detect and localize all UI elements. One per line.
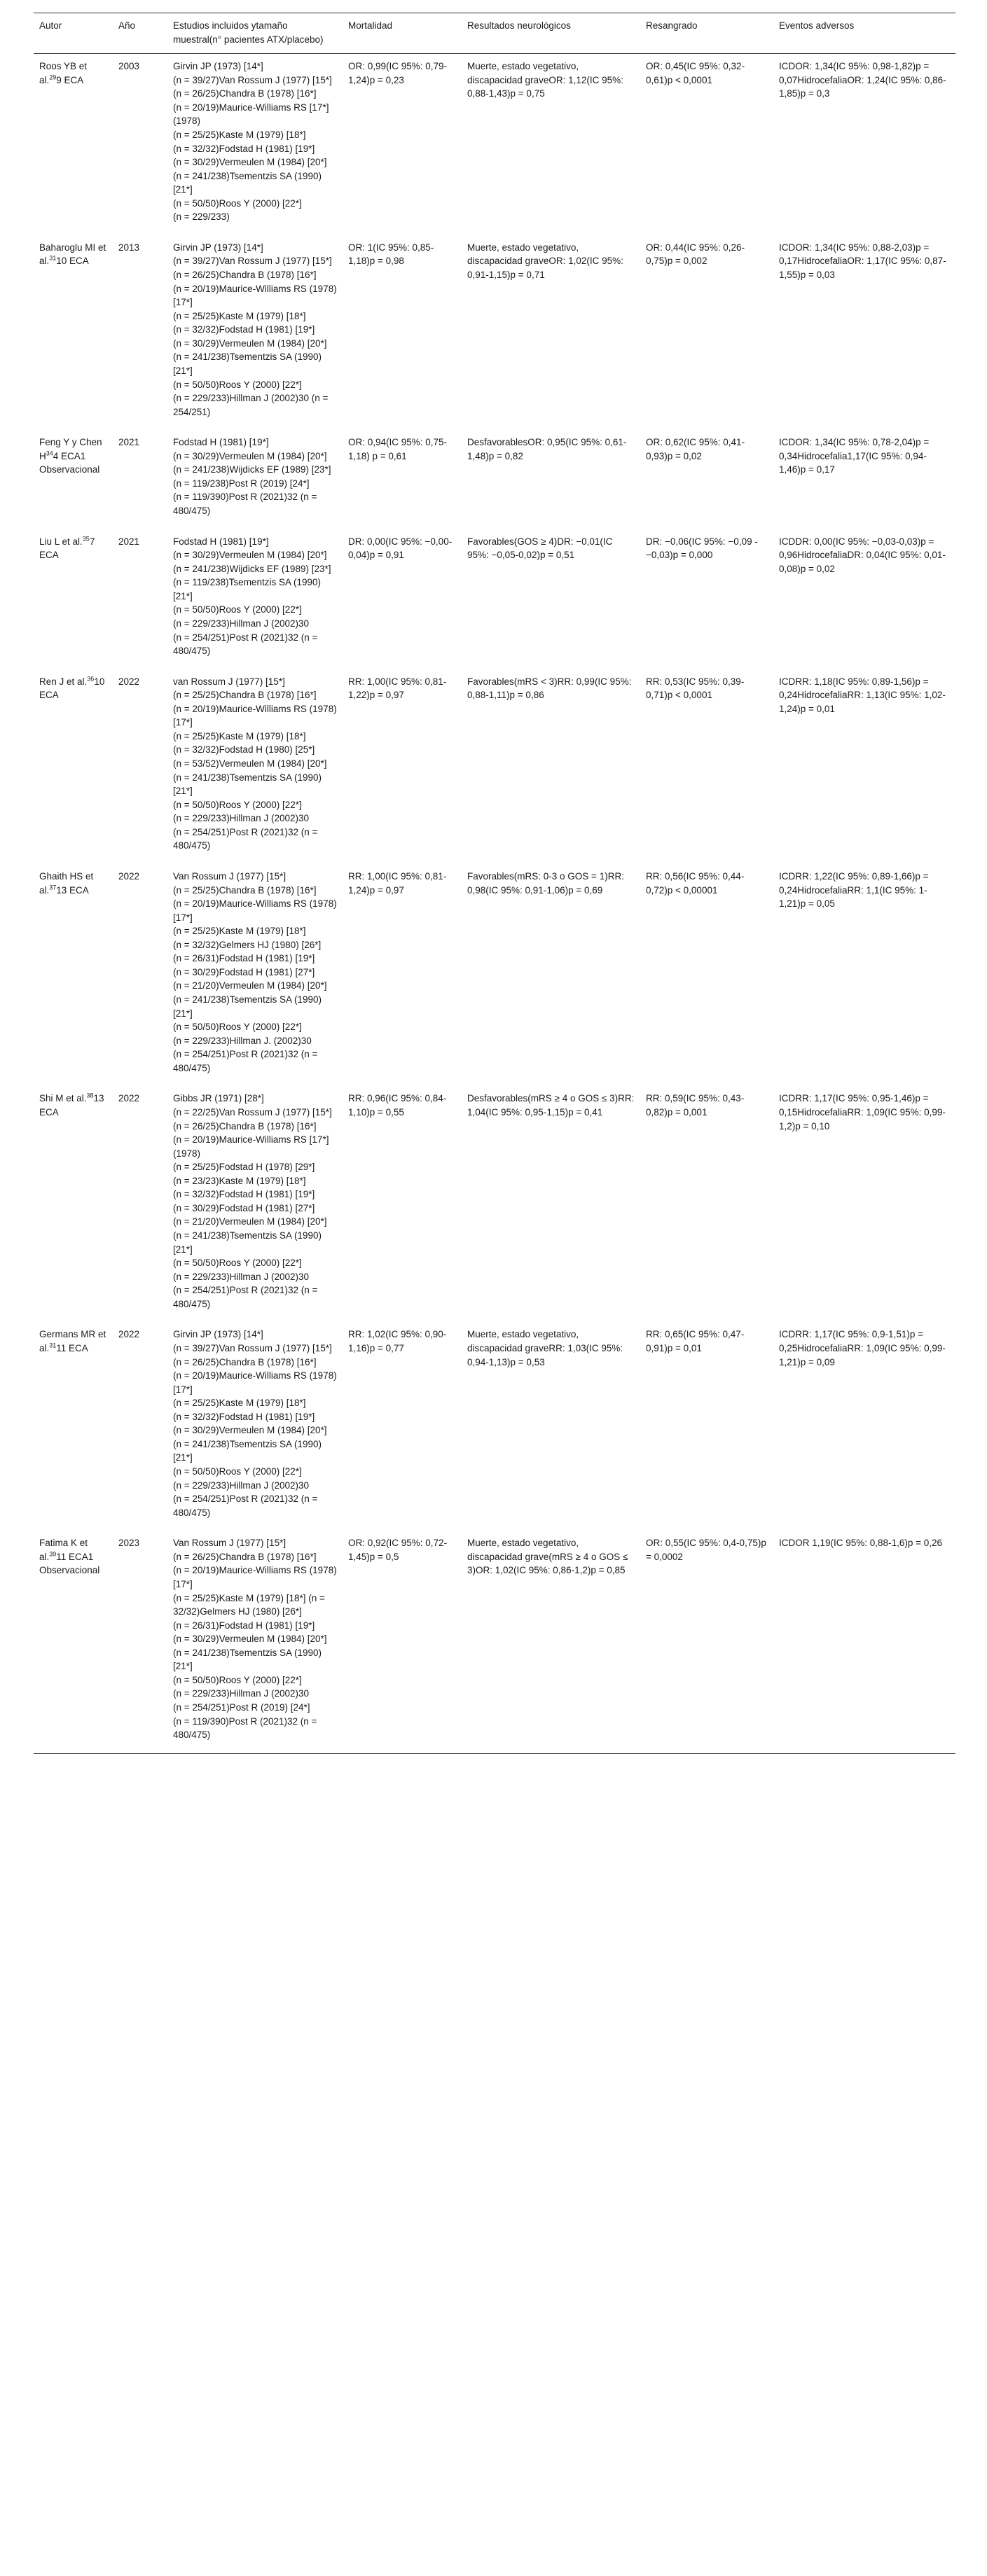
study-entry: (n = 20/19)Maurice-Williams RS (1978) [17*] — [173, 1565, 337, 1589]
header-studies: Estudios incluidos ytamaño muestral(n° pacientes ATX/placebo) — [167, 13, 343, 54]
study-entry: (n = 254/251)Post R (2021)32 (n = 480/475) — [173, 1285, 318, 1309]
author-design: 10 ECA — [56, 256, 89, 267]
study-entry: (n = 25/25)Chandra B (1978) [16*] — [173, 884, 317, 896]
study-entry: (n = 26/25)Chandra B (1978) [16*] — [173, 88, 317, 99]
adverse-events-cell: ICDDR: 0,00(IC 95%: −0,03-0,03)p = 0,96HidrocefaliaDR: 0,04(IC 95%: 0,01-0,08)p = 0,02 — [779, 536, 946, 574]
study-entry: (n = 50/50)Roos Y (2000) [22*] — [173, 604, 302, 615]
author-cell — [34, 54, 113, 235]
study-entry: (n = 254/251)Post R (2019) [24*] — [173, 1702, 310, 1713]
table-row — [34, 529, 955, 669]
study-entry: (n = 25/25)Kaste M (1979) [18*] — [173, 926, 306, 937]
study-entry: (n = 119/238)Tsementzis SA (1990) [21*] — [173, 577, 321, 601]
study-entry: (n = 229/233)Hillman J (2002)30 — [173, 1271, 309, 1282]
study-entry: (n = 23/23)Kaste M (1979) [18*] — [173, 1175, 306, 1186]
author-cell — [34, 430, 113, 529]
header-adverse: Eventos adversos — [773, 13, 955, 54]
author-design: 11 ECA1 Observacional — [39, 1551, 100, 1576]
study-entry: (n = 53/52)Vermeulen M (1984) [20*] — [173, 758, 327, 769]
study-entry: (n = 26/25)Chandra B (1978) [16*] — [173, 1120, 317, 1132]
rebleeding-cell: OR: 0,45(IC 95%: 0,32-0,61)p < 0,0001 — [646, 61, 745, 85]
study-entry: (n = 25/25)Fodstad H (1978) [29*] — [173, 1162, 315, 1173]
year-cell: 2022 — [118, 676, 140, 687]
study-entry: (n = 26/25)Chandra B (1978) [16*] — [173, 270, 317, 280]
study-entry: Fodstad H (1981) [19*] — [173, 437, 269, 448]
table-row — [34, 864, 955, 1086]
studies-cell — [167, 864, 343, 1086]
study-entry: (n = 50/50)Roos Y (2000) [22*] — [173, 1022, 302, 1033]
header-mortality: Mortalidad — [343, 13, 462, 54]
study-entry: Van Rossum J (1977) [15*] — [173, 870, 287, 882]
author-design: 4 ECA1 Observacional — [39, 450, 100, 475]
neuro-outcome-cell: Muerte, estado vegetativo, discapacidad graveOR: 1,12(IC 95%: 0,88-1,43)p = 0,75 — [467, 61, 623, 99]
rebleeding-cell: RR: 0,53(IC 95%: 0,39-0,71)p < 0,0001 — [646, 676, 745, 701]
year-cell: 2021 — [118, 536, 140, 547]
year-cell: 2022 — [118, 1093, 140, 1104]
study-entry: (n = 229/233) — [173, 211, 230, 223]
neuro-outcome-cell: Desfavorables(mRS ≥ 4 o GOS ≤ 3)RR: 1,04(IC 95%: 0,95-1,15)p = 0,41 — [467, 1093, 635, 1118]
author-reference: 35 — [82, 535, 90, 543]
author-reference: 39 — [49, 1550, 57, 1558]
studies-cell — [167, 430, 343, 529]
rebleeding-cell: OR: 0,44(IC 95%: 0,26-0,75)p = 0,002 — [646, 242, 745, 267]
table-row — [34, 1086, 955, 1322]
author-cell — [34, 235, 113, 430]
study-entry: (n = 39/27)Van Rossum J (1977) [15*] — [173, 74, 332, 85]
studies-cell — [167, 1531, 343, 1753]
study-entry: (n = 119/238)Post R (2019) [24*] — [173, 478, 310, 489]
study-entry: (n = 50/50)Roos Y (2000) [22*] — [173, 197, 302, 209]
study-entry: (n = 241/238)Tsementzis SA (1990) [21*] — [173, 1230, 322, 1255]
rebleeding-cell: OR: 0,62(IC 95%: 0,41-0,93)p = 0,02 — [646, 437, 745, 461]
study-entry: (n = 254/251)Post R (2021)32 (n = 480/475) — [173, 826, 318, 851]
studies-cell — [167, 1086, 343, 1322]
author-design: 11 ECA — [56, 1342, 88, 1353]
study-entry: (n = 241/238)Wijdicks EF (1989) [23*] — [173, 563, 331, 574]
study-entry: (n = 229/233)Hillman J (2002)30 — [173, 1688, 309, 1699]
study-entry: (n = 229/233)Hillman J. (2002)30 — [173, 1035, 312, 1046]
neuro-outcome-cell: DesfavorablesOR: 0,95(IC 95%: 0,61-1,48)p = 0,82 — [467, 437, 627, 461]
header-author: Autor — [34, 13, 113, 54]
author-reference: 38 — [86, 1092, 94, 1099]
study-entry: (n = 241/238)Tsementzis SA (1990) [21*] — [173, 170, 322, 195]
study-entry: Fodstad H (1981) [19*] — [173, 536, 269, 547]
table-row — [34, 669, 955, 864]
study-entry: Gibbs JR (1971) [28*] — [173, 1093, 264, 1104]
study-entry: (n = 26/25)Chandra B (1978) [16*] — [173, 1551, 317, 1562]
study-entry: (n = 20/19)Maurice-Williams RS [17*] (1978) — [173, 102, 329, 127]
author-cell — [34, 669, 113, 864]
author-name: Liu L et al. — [39, 536, 83, 547]
neuro-outcome-cell: Muerte, estado vegetativo, discapacidad grave(mRS ≥ 4 o GOS ≤ 3)OR: 1,02(IC 95%: 0,86-1,2)p = 0,85 — [462, 1531, 640, 1753]
author-design: 10 ECA — [39, 676, 105, 701]
table-row — [34, 235, 955, 430]
mortality-cell: RR: 0,96(IC 95%: 0,84-1,10)p = 0,55 — [348, 1093, 447, 1118]
author-reference: 31 — [49, 1342, 57, 1349]
header-neuro: Resultados neurológicos — [462, 13, 640, 54]
header-year: Año — [113, 13, 167, 54]
header-rebleeding: Resangrado — [640, 13, 773, 54]
study-entry: (n = 26/31)Fodstad H (1981) [19*] — [173, 953, 315, 964]
study-entry: (n = 229/233)Hillman J (2002)30 — [173, 1480, 309, 1491]
year-cell: 2023 — [113, 1531, 167, 1753]
study-entry: (n = 20/19)Maurice-Williams RS [17*] (1978) — [173, 1134, 329, 1159]
author-design: 13 ECA — [39, 1093, 104, 1118]
studies-cell — [167, 669, 343, 864]
mortality-cell: RR: 1,00(IC 95%: 0,81-1,22)p = 0,97 — [348, 676, 447, 701]
table-row — [34, 54, 955, 235]
studies-cell — [167, 54, 343, 235]
neuro-outcome-cell: Favorables(mRS < 3)RR: 0,99(IC 95%: 0,88-1,11)p = 0,86 — [467, 676, 632, 701]
adverse-events-cell: ICDOR 1,19(IC 95%: 0,88-1,6)p = 0,26 — [773, 1531, 955, 1753]
study-entry: (n = 254/251)Post R (2021)32 (n = 480/475) — [173, 632, 318, 657]
study-entry: (n = 32/32)Fodstad H (1981) [19*] — [173, 1189, 315, 1200]
study-entry: (n = 119/390)Post R (2021)32 (n = 480/475) — [173, 492, 317, 516]
study-entry: Van Rossum J (1977) [15*] — [173, 1538, 287, 1549]
study-entry: Girvin JP (1973) [14*] — [173, 1329, 263, 1340]
neuro-outcome-cell: Muerte, estado vegetativo, discapacidad graveRR: 1,03(IC 95%: 0,94-1,13)p = 0,53 — [467, 1329, 623, 1367]
author-name: Ren J et al. — [39, 676, 88, 687]
year-cell: 2013 — [118, 242, 140, 253]
study-entry: (n = 241/238)Tsementzis SA (1990) [21*] — [173, 1647, 322, 1672]
adverse-events-cell: ICDRR: 1,18(IC 95%: 0,89-1,56)p = 0,24HidrocefaliaRR: 1,13(IC 95%: 1,02-1,24)p = 0,01 — [779, 676, 946, 714]
mortality-cell: OR: 0,99(IC 95%: 0,79-1,24)p = 0,23 — [348, 61, 448, 85]
rebleeding-cell: RR: 0,56(IC 95%: 0,44-0,72)p < 0,00001 — [646, 870, 745, 896]
study-entry: Girvin JP (1973) [14*] — [173, 61, 263, 72]
mortality-cell: OR: 1(IC 95%: 0,85-1,18)p = 0,98 — [348, 242, 434, 267]
author-name: Roos YB et al. — [39, 61, 88, 85]
study-entry: (n = 22/25)Van Rossum J (1977) [15*] — [173, 1106, 332, 1118]
table-row — [34, 1531, 955, 1753]
adverse-events-cell: ICDOR: 1,34(IC 95%: 0,88-2,03)p = 0,17HidrocefaliaOR: 1,17(IC 95%: 0,87-1,55)p = 0,03 — [779, 242, 946, 280]
study-entry: (n = 229/233)Hillman J (2002)30 — [173, 618, 309, 629]
study-entry: (n = 32/32)Gelmers HJ (1980) [26*] — [173, 939, 322, 950]
study-entry: (n = 26/25)Chandra B (1978) [16*] — [173, 1356, 317, 1367]
year-cell: 2021 — [118, 437, 140, 448]
mortality-cell: RR: 1,02(IC 95%: 0,90-1,16)p = 0,77 — [348, 1329, 447, 1353]
author-name: Baharoglu MI et al. — [39, 242, 106, 267]
study-entry: (n = 229/233)Hillman J (2002)30 — [173, 813, 309, 824]
study-entry: (n = 254/251)Post R (2021)32 (n = 480/475) — [173, 1494, 318, 1518]
study-entry: (n = 25/25)Kaste M (1979) [18*] — [173, 310, 306, 321]
study-entry: (n = 25/25)Kaste M (1979) [18*] — [173, 129, 306, 140]
study-entry: (n = 20/19)Maurice-Williams RS (1978) [17*] — [173, 898, 337, 923]
study-entry: (n = 241/238)Tsementzis SA (1990) [21*] — [173, 351, 322, 376]
study-entry: (n = 30/29)Vermeulen M (1984) [20*] — [173, 550, 327, 561]
rebleeding-cell: RR: 0,59(IC 95%: 0,43-0,82)p = 0,001 — [646, 1093, 745, 1118]
study-entry: (n = 25/25)Kaste M (1979) [18*] — [173, 1398, 306, 1409]
study-entry: (n = 20/19)Maurice-Williams RS (1978) [17*] — [173, 1370, 337, 1395]
study-entry: (n = 32/32)Fodstad H (1980) [25*] — [173, 744, 315, 756]
meta-analysis-table — [34, 13, 955, 1754]
adverse-events-cell: ICDRR: 1,22(IC 95%: 0,89-1,66)p = 0,24HidrocefaliaRR: 1,1(IC 95%: 1-1,21)p = 0,05 — [779, 870, 929, 910]
study-entry: (n = 50/50)Roos Y (2000) [22*] — [173, 1674, 302, 1685]
author-design: 13 ECA — [56, 884, 89, 896]
study-entry: (n = 32/32)Fodstad H (1981) [19*] — [173, 1411, 315, 1422]
mortality-cell: OR: 0,94(IC 95%: 0,75-1,18) p = 0,61 — [348, 437, 448, 461]
studies-cell — [167, 529, 343, 669]
study-entry: Girvin JP (1973) [14*] — [173, 242, 263, 253]
study-entry: (n = 25/25)Kaste M (1979) [18*] (n = 32/32)Gelmers HJ (1980) [26*] — [173, 1592, 325, 1617]
author-reference: 34 — [46, 450, 53, 457]
header-row — [34, 13, 955, 54]
study-entry: (n = 26/31)Fodstad H (1981) [19*] — [173, 1620, 315, 1631]
author-reference: 36 — [87, 675, 95, 683]
study-entry: (n = 50/50)Roos Y (2000) [22*] — [173, 799, 302, 810]
study-entry: (n = 39/27)Van Rossum J (1977) [15*] — [173, 1342, 332, 1353]
neuro-outcome-cell: Favorables(GOS ≥ 4)DR: −0,01(IC 95%: −0,05-0,02)p = 0,51 — [467, 536, 613, 561]
author-name: Fatima K et al. — [39, 1538, 88, 1562]
author-cell — [34, 1086, 113, 1322]
author-name: Germans MR et al. — [39, 1329, 106, 1353]
study-entry: (n = 241/238)Tsementzis SA (1990) [21*] — [173, 1438, 322, 1463]
author-reference: 31 — [49, 254, 57, 262]
study-entry: (n = 50/50)Roos Y (2000) [22*] — [173, 379, 302, 390]
rebleeding-cell: OR: 0,55(IC 95%: 0,4-0,75)p = 0,0002 — [640, 1531, 773, 1753]
author-cell — [34, 529, 113, 669]
adverse-events-cell: ICDRR: 1,17(IC 95%: 0,95-1,46)p = 0,15HidrocefaliaRR: 1,09(IC 95%: 0,99-1,2)p = 0,10 — [779, 1093, 946, 1132]
study-entry: (n = 30/29)Vermeulen M (1984) [20*] — [173, 337, 327, 349]
adverse-events-cell: ICDRR: 1,17(IC 95%: 0,9-1,51)p = 0,25HidrocefaliaRR: 1,09(IC 95%: 0,99-1,21)p = 0,09 — [779, 1329, 946, 1367]
neuro-outcome-cell: Favorables(mRS: 0-3 o GOS = 1)RR: 0,98(IC 95%: 0,91-1,06)p = 0,69 — [467, 870, 624, 896]
author-reference: 37 — [49, 884, 57, 891]
study-entry: (n = 25/25)Chandra B (1978) [16*] — [173, 690, 317, 701]
study-entry: (n = 39/27)Van Rossum J (1977) [15*] — [173, 256, 332, 267]
study-entry: (n = 241/238)Tsementzis SA (1990) [21*] — [173, 772, 322, 797]
author-design: 9 ECA — [56, 74, 84, 85]
study-entry: (n = 21/20)Vermeulen M (1984) [20*] — [173, 980, 327, 991]
year-cell: 2003 — [118, 61, 140, 72]
study-entry: (n = 32/32)Fodstad H (1981) [19*] — [173, 143, 315, 154]
neuro-outcome-cell: Muerte, estado vegetativo, discapacidad graveOR: 1,02(IC 95%: 0,91-1,15)p = 0,71 — [467, 242, 623, 280]
study-entry: van Rossum J (1977) [15*] — [173, 676, 285, 687]
study-entry: (n = 32/32)Fodstad H (1981) [19*] — [173, 324, 315, 335]
study-entry: (n = 30/29)Vermeulen M (1984) [20*] — [173, 1634, 327, 1645]
study-entry: (n = 20/19)Maurice-Williams RS (1978) [17*] — [173, 283, 337, 308]
study-entry: (n = 30/29)Fodstad H (1981) [27*] — [173, 1202, 315, 1213]
study-entry: (n = 50/50)Roos Y (2000) [22*] — [173, 1466, 302, 1477]
mortality-cell: OR: 0,92(IC 95%: 0,72-1,45)p = 0,5 — [343, 1531, 462, 1753]
author-cell — [34, 864, 113, 1086]
study-entry: (n = 241/238)Wijdicks EF (1989) [23*] — [173, 464, 331, 475]
author-cell — [34, 1322, 113, 1531]
study-entry: (n = 30/29)Vermeulen M (1984) [20*] — [173, 157, 327, 168]
year-cell: 2022 — [118, 870, 140, 882]
table-body — [34, 54, 955, 1754]
study-entry: (n = 119/390)Post R (2021)32 (n = 480/475) — [173, 1715, 317, 1741]
mortality-cell: DR: 0,00(IC 95%: −0,00-0,04)p = 0,91 — [348, 536, 453, 561]
author-name: Ghaith HS et al. — [39, 870, 94, 896]
author-design: 7 ECA — [39, 536, 95, 561]
study-entry: (n = 20/19)Maurice-Williams RS (1978) [17*] — [173, 703, 337, 728]
rebleeding-cell: RR: 0,65(IC 95%: 0,47-0,91)p = 0,01 — [646, 1329, 745, 1353]
author-cell — [34, 1531, 113, 1753]
study-entry: (n = 241/238)Tsementzis SA (1990) [21*] — [173, 994, 322, 1019]
study-entry: (n = 229/233)Hillman J (2002)30 (n = 254/251) — [173, 393, 329, 417]
study-entry: (n = 30/29)Fodstad H (1981) [27*] — [173, 966, 315, 977]
rebleeding-cell: DR: −0,06(IC 95%: −0,09 - −0,03)p = 0,000 — [646, 536, 758, 561]
study-entry: (n = 21/20)Vermeulen M (1984) [20*] — [173, 1216, 327, 1227]
author-name: Shi M et al. — [39, 1093, 87, 1104]
author-reference: 29 — [49, 74, 57, 81]
study-entry: (n = 25/25)Kaste M (1979) [18*] — [173, 730, 306, 742]
adverse-events-cell: ICDOR: 1,34(IC 95%: 0,78-2,04)p = 0,34Hidrocefalia1,17(IC 95%: 0,94-1,46)p = 0,17 — [779, 437, 930, 475]
studies-cell — [167, 1322, 343, 1531]
adverse-events-cell: ICDOR: 1,34(IC 95%: 0,98-1,82)p = 0,07HidrocefaliaOR: 1,24(IC 95%: 0,86-1,85)p = 0,3 — [779, 61, 946, 99]
study-entry: (n = 30/29)Vermeulen M (1984) [20*] — [173, 1425, 327, 1436]
year-cell: 2022 — [118, 1329, 140, 1340]
table-row — [34, 1322, 955, 1531]
study-entry: (n = 30/29)Vermeulen M (1984) [20*] — [173, 450, 327, 461]
mortality-cell: RR: 1,00(IC 95%: 0,81-1,24)p = 0,97 — [348, 870, 447, 896]
studies-cell — [167, 235, 343, 430]
study-entry: (n = 50/50)Roos Y (2000) [22*] — [173, 1258, 302, 1269]
study-entry: (n = 254/251)Post R (2021)32 (n = 480/475) — [173, 1049, 318, 1073]
table-row — [34, 430, 955, 529]
author-name: Feng Y y Chen H — [39, 437, 102, 461]
